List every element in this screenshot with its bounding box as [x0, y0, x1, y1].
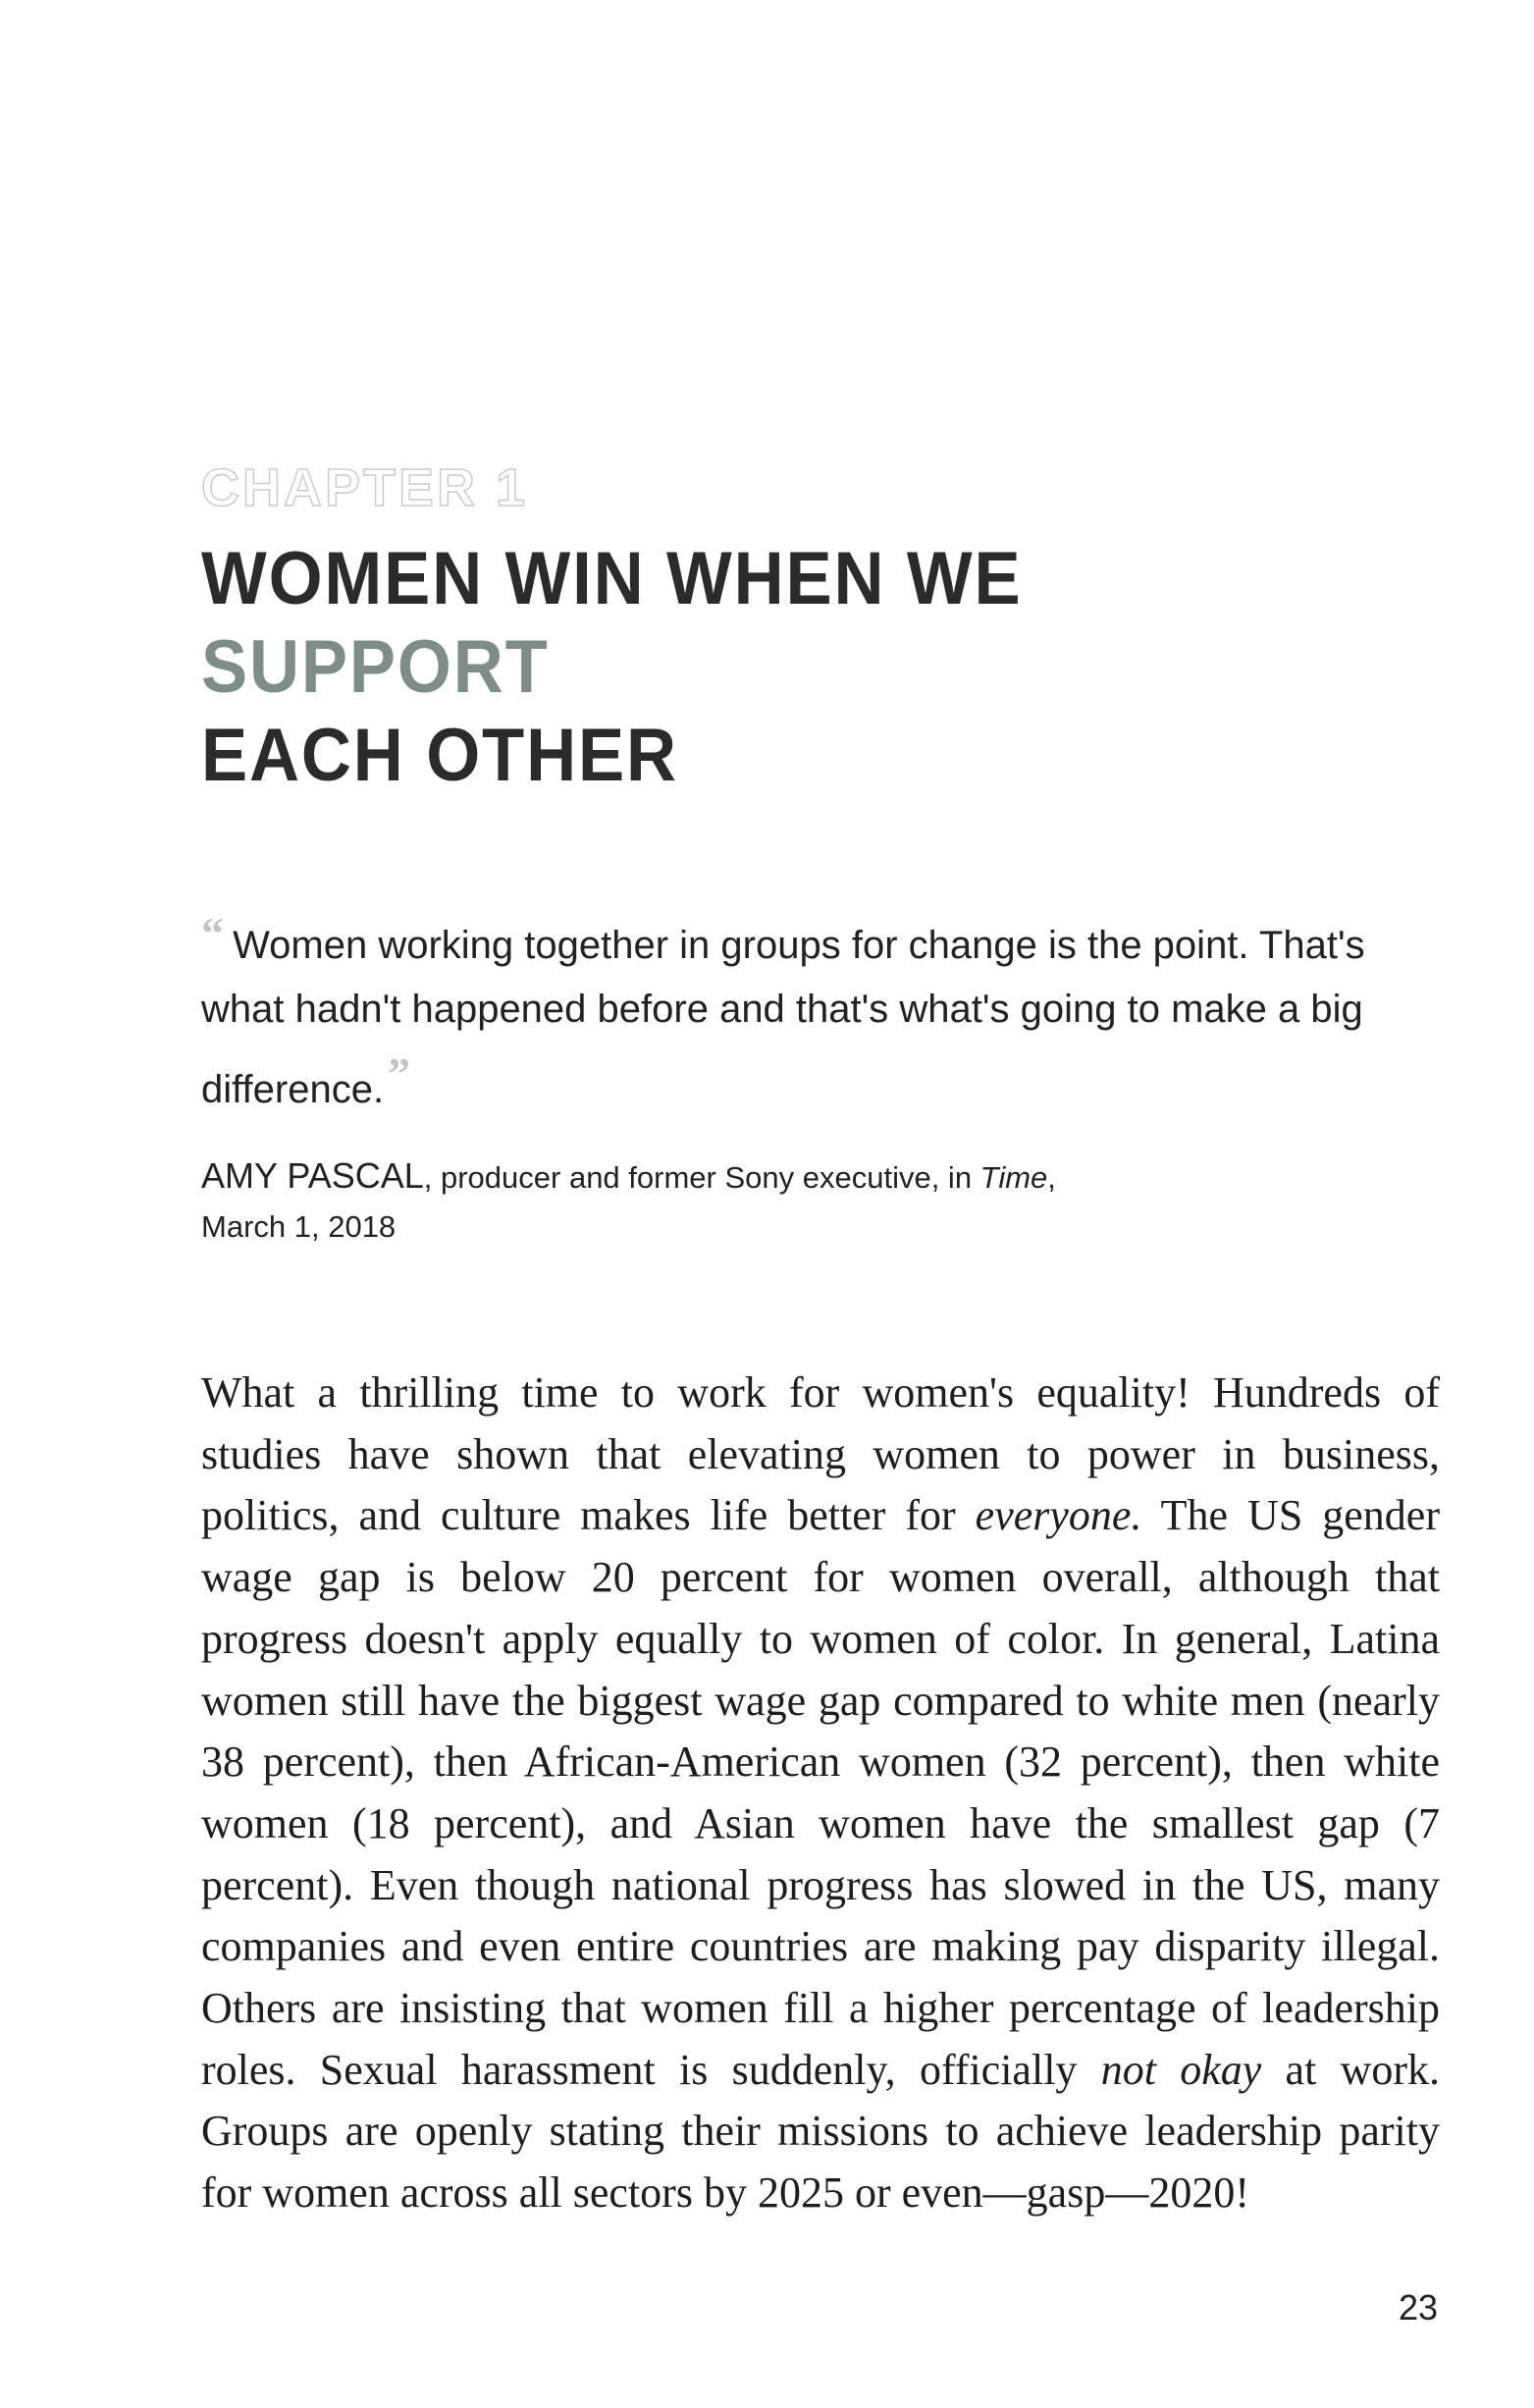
chapter-title-accent-word: SUPPORT [201, 625, 550, 709]
epigraph-quote-text: Women working together in groups for change is the point. That's what hadn't happened before and that's what's going to make a big difference. [201, 924, 1365, 1111]
epigraph-quote [201, 901, 1379, 1122]
page-number: 23 [1398, 2287, 1438, 2328]
chapter-title-text-line2: EACH OTHER [201, 714, 678, 797]
epigraph-date: March 1, 2018 [201, 1209, 397, 1244]
chapter-title-text: WOMEN WIN WHEN WE [201, 537, 1023, 620]
epigraph-author-description: , producer and former Sony executive, in [423, 1160, 980, 1195]
body-text-segment: What a thrilling time to work for women's equality! Hundreds of studies have shown that elevating women to power in business, politics, and culture makes life better for [201, 1368, 1440, 1540]
epigraph-source: Time [979, 1160, 1048, 1195]
epigraph [201, 901, 1379, 1252]
body-text-segment: at work. Groups are openly stating their missions to achieve leadership parity for women across all sectors by 2025 or even—gasp—2020! [201, 2045, 1440, 2218]
body-text-segment: The US gender wage gap is below 20 percent for women overall, although that progress doesn't apply equally to women of color. In general, Latina women still have the biggest wage gap compared to white men (nearly 38 percent), then African-American women (32 percent), then white women (18 percent), and Asian women have the smallest gap (7 percent). Even though national progress has slowed in the US, many companies and even entire countries are making pay disparity illegal. Others are insisting that women fill a higher percentage of leadership roles. Sexual harassment is suddenly, officially [201, 1491, 1440, 2094]
close-quote-icon: ” [388, 1048, 409, 1098]
open-quote-icon: “ [201, 908, 222, 958]
body-emphasis-everyone: everyone. [975, 1491, 1142, 1540]
epigraph-attribution [201, 1151, 1379, 1252]
epigraph-author: AMY PASCAL [201, 1155, 424, 1196]
chapter-label: CHAPTER 1 [201, 458, 529, 517]
chapter-title [201, 535, 1251, 800]
body-emphasis-not-okay: not okay [1100, 2045, 1262, 2094]
body-paragraph [201, 1363, 1440, 2224]
epigraph-source-suffix: , [1047, 1160, 1056, 1195]
